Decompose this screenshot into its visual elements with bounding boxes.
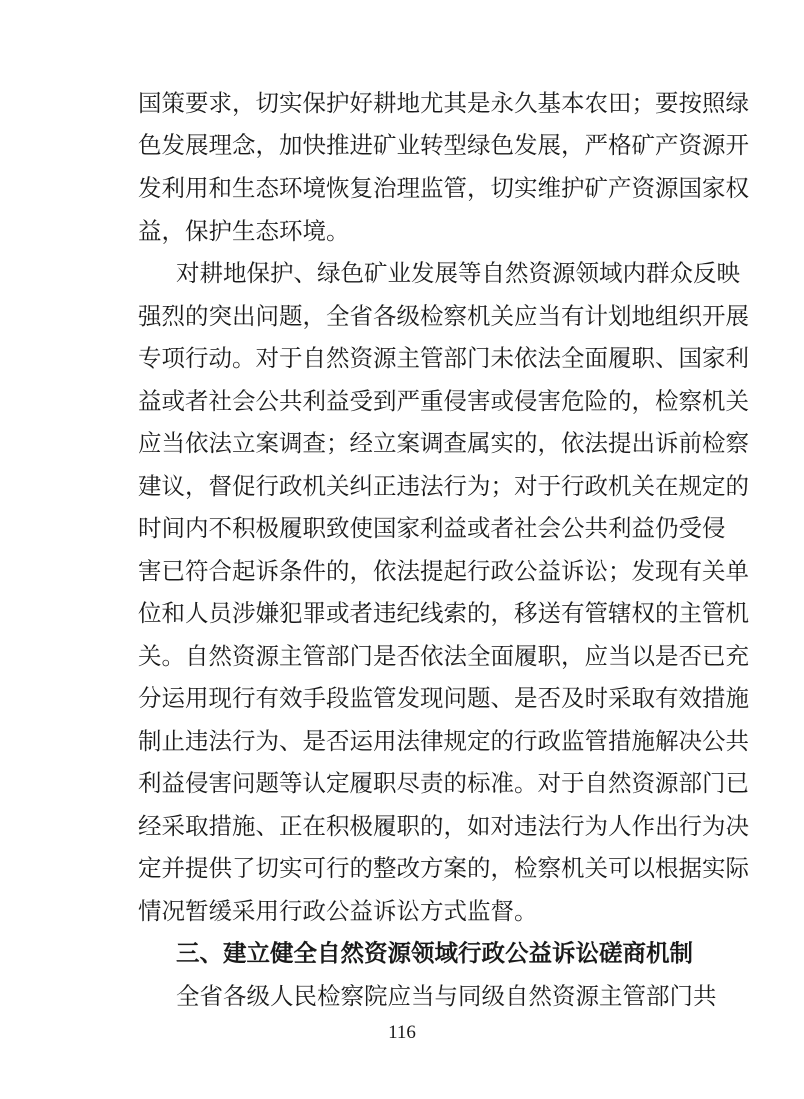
- text-line: 发利用和生态环境恢复治理监管，切实维护矿产资源国家权: [138, 174, 749, 202]
- text-line: 关。自然资源主管部门是否依法全面履职，应当以是否已充: [138, 642, 749, 670]
- text-line: 色发展理念，加快推进矿业转型绿色发展，严格矿产资源开: [138, 131, 749, 159]
- text-line: 情况暂缓采用行政公益诉讼方式监督。: [138, 897, 538, 925]
- text-line: 害已符合起诉条件的，依法提起行政公益诉讼；发现有关单: [138, 557, 749, 585]
- text-line: 专项行动。对于自然资源主管部门未依法全面履职、国家利: [138, 344, 749, 372]
- text-line: 益，保护生态环境。: [138, 217, 350, 245]
- text-line: 应当依法立案调查；经立案调查属实的，依法提出诉前检察: [138, 429, 749, 457]
- text-line: 强烈的突出问题，全省各级检察机关应当有计划地组织开展: [138, 302, 749, 330]
- page-number: 116: [388, 1022, 416, 1043]
- text-line: 国策要求，切实保护好耕地尤其是永久基本农田；要按照绿: [138, 89, 749, 117]
- text-line: 对耕地保护、绿色矿业发展等自然资源领域内群众反映: [176, 259, 740, 287]
- text-line: 定并提供了切实可行的整改方案的，检察机关可以根据实际: [138, 854, 749, 882]
- text-line: 利益侵害问题等认定履职尽责的标准。对于自然资源部门已: [138, 769, 749, 797]
- text-line: 全省各级人民检察院应当与同级自然资源主管部门共: [176, 982, 717, 1010]
- text-line: 位和人员涉嫌犯罪或者违纪线索的，移送有管辖权的主管机: [138, 599, 749, 627]
- text-line: 制止违法行为、是否运用法律规定的行政监管措施解决公共: [138, 727, 749, 755]
- section-heading: 三、建立健全自然资源领域行政公益诉讼磋商机制: [176, 939, 693, 967]
- text-line: 建议，督促行政机关纠正违法行为；对于行政机关在规定的: [138, 472, 749, 500]
- text-line: 经采取措施、正在积极履职的，如对违法行为人作出行为决: [138, 812, 749, 840]
- text-line: 分运用现行有效手段监管发现问题、是否及时采取有效措施: [138, 684, 749, 712]
- text-line: 益或者社会公共利益受到严重侵害或侵害危险的，检察机关: [138, 387, 749, 415]
- text-line: 时间内不积极履职致使国家利益或者社会公共利益仍受侵: [138, 514, 726, 542]
